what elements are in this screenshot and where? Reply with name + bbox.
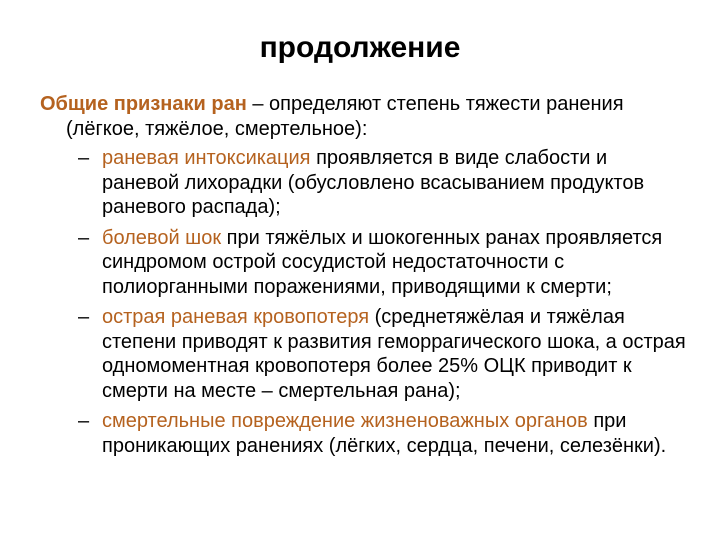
- item-term: острая раневая кровопотеря: [102, 306, 370, 328]
- item-text: проявляется в виде слабости и раневой лихорадки (обусловлено всасыванием продуктов раневого распада);: [102, 147, 645, 218]
- item-term: раневая интоксикация: [102, 147, 311, 169]
- dash-bullet: –: [78, 306, 90, 328]
- item-text: при проникающих ранениях (лёгких, сердца, печени, селезёнки).: [102, 410, 667, 457]
- list-item-intoxication: [78, 146, 688, 220]
- dash-bullet: –: [78, 410, 90, 432]
- main-text: – определяют степень тяжести ранения (лёгкое, тяжёлое, смертельное):: [66, 93, 624, 140]
- main-point: [40, 92, 680, 142]
- sub-list: [78, 146, 688, 464]
- list-item-blood-loss: [78, 305, 688, 403]
- list-item-vital-organs: [78, 409, 688, 458]
- item-term: смертельные повреждение жизненоважных органов: [102, 410, 588, 432]
- dash-bullet: –: [78, 147, 90, 169]
- main-term: Общие признаки ран: [40, 93, 247, 115]
- dash-bullet: –: [78, 226, 90, 249]
- item-term: болевой шок: [102, 226, 222, 249]
- slide-title: продолжение: [259, 31, 461, 64]
- item-text: при тяжёлых и шокогенных ранах проявляется синдромом острой сосудистой недостаточности с полиорганными поражениями, приводящими к смерти;: [102, 226, 663, 298]
- item-text: (среднетяжёлая и тяжёлая степени приводят к развития геморрагического шока, а острая одномоментная кровопотеря более 25% ОЦК приводит к смерти на месте – смертельная рана);: [102, 306, 686, 402]
- list-item-pain-shock: [78, 226, 688, 300]
